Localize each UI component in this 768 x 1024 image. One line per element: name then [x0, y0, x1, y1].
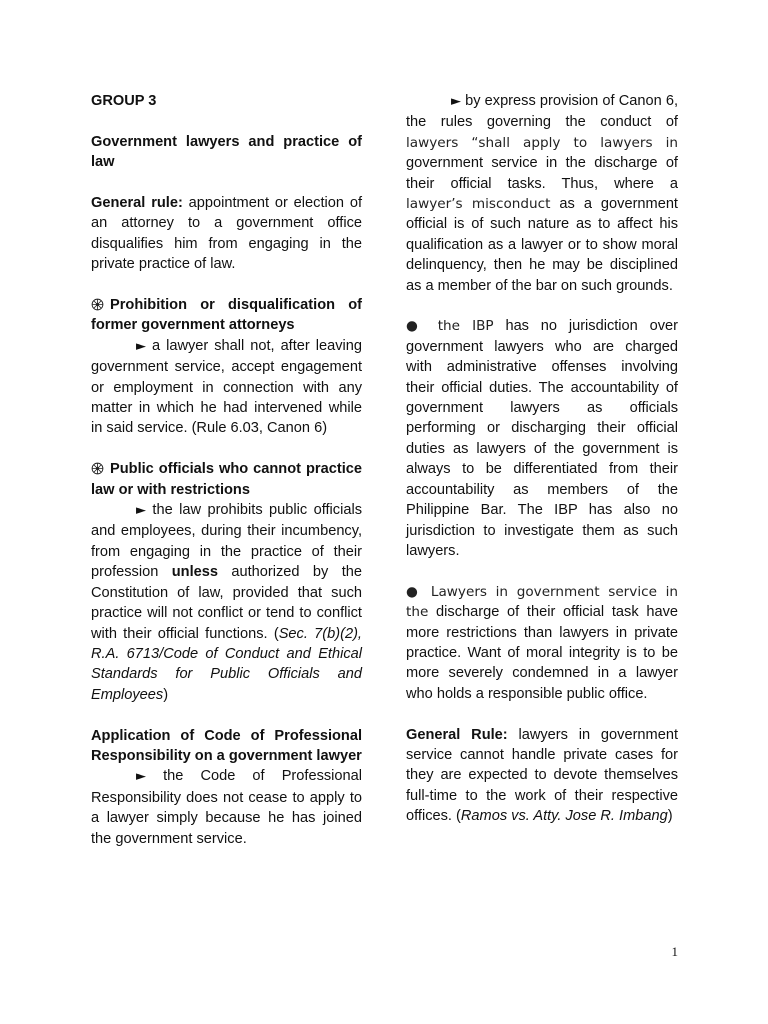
bullet-icon: ● [406, 583, 423, 600]
application-heading: Application of Code of Professional Responsibility on a government lawyer [91, 727, 362, 764]
prohibition-text: ► a lawyer shall not, after leaving government service, accept engagement or employment in connection with any matter in which he had intervened while in said service. (Rule 6.03, Canon 6) [91, 337, 362, 437]
spiral-bullet-icon [91, 461, 104, 474]
canon-paragraph: ► by express provision of Canon 6, the rules governing the conduct of lawyers “shall apply to lawyers in government service in the discharge of their official tasks. Thus, where a lawyer’s misconduct as a government official is of such nature as to affect his qualification as a lawyer or to show moral delinquency, then he may be disciplined as a member of the bar on such grounds. [406, 93, 678, 294]
restrictions-paragraph: ● Lawyers in government service in the discharge of their official task have more restrictions than lawyers in private practice. Want of moral integrity is to be more severely condemned in a lawyer who holds a responsible public office. [406, 583, 678, 702]
arrow-icon: ► [451, 94, 461, 109]
public-officials-text: ► the law prohibits public officials and employees, during their incumbency, from engaging in the practice of their profession unless authorized by the Constitution of law, provided that such practice will not conflict or tend to conflict with their official functions. (Sec. 7(b)(2), R.A. 6713/Code of Conduct and Ethical Standards for Public Officials and Employees) [91, 502, 362, 703]
general-rule-right-paragraph: General Rule: lawyers in government service cannot handle private cases for they are expected to devote themselves full-time to the work of their respective offices. (Ramos vs. Atty. Jose R. Imbang) [406, 726, 678, 825]
group-title: GROUP 3 [91, 93, 157, 109]
general-rule-paragraph: General rule: appointment or election of an attorney to a government office disqualifies him from engaging in the private practice of law. [91, 195, 362, 273]
citation: Ramos vs. Atty. Jose R. Imbang [460, 808, 668, 825]
citation: Sec. 7(b)(2), R.A. 6713/Code of Conduct and Ethical Standards for Public Officials and Employees [91, 625, 362, 703]
section-title: Government lawyers and practice of law [91, 133, 362, 171]
ibp-paragraph: ● the IBP has no jurisdiction over government lawyers who are charged with administrative offenses involving their official duties. The accountability of government lawyers as officials performing or discharging their official duties as lawyers of the government is always to be differentiated from their accountability as members of the Philippine Bar. The IBP has also no jurisdiction to investigate them as such lawyers. [406, 318, 678, 559]
arrow-icon: ► [136, 769, 146, 785]
spiral-bullet-icon [91, 297, 104, 310]
arrow-icon: ► [136, 338, 146, 354]
general-rule-label: General rule: [91, 195, 183, 211]
prohibition-heading: Prohibition or disqualification of former government attorneys [91, 297, 362, 334]
application-text: ► the Code of Professional Responsibility does not cease to apply to a lawyer simply because he has joined the government service. [91, 768, 362, 847]
general-rule-label: General Rule: [406, 726, 508, 743]
public-officials-heading: Public officials who cannot practice law or with restrictions [91, 461, 362, 498]
right-column [406, 91, 678, 827]
page-number: 1 [671, 944, 678, 959]
arrow-icon: ► [136, 503, 146, 519]
left-column [91, 91, 362, 849]
bullet-icon: ● [406, 318, 426, 335]
